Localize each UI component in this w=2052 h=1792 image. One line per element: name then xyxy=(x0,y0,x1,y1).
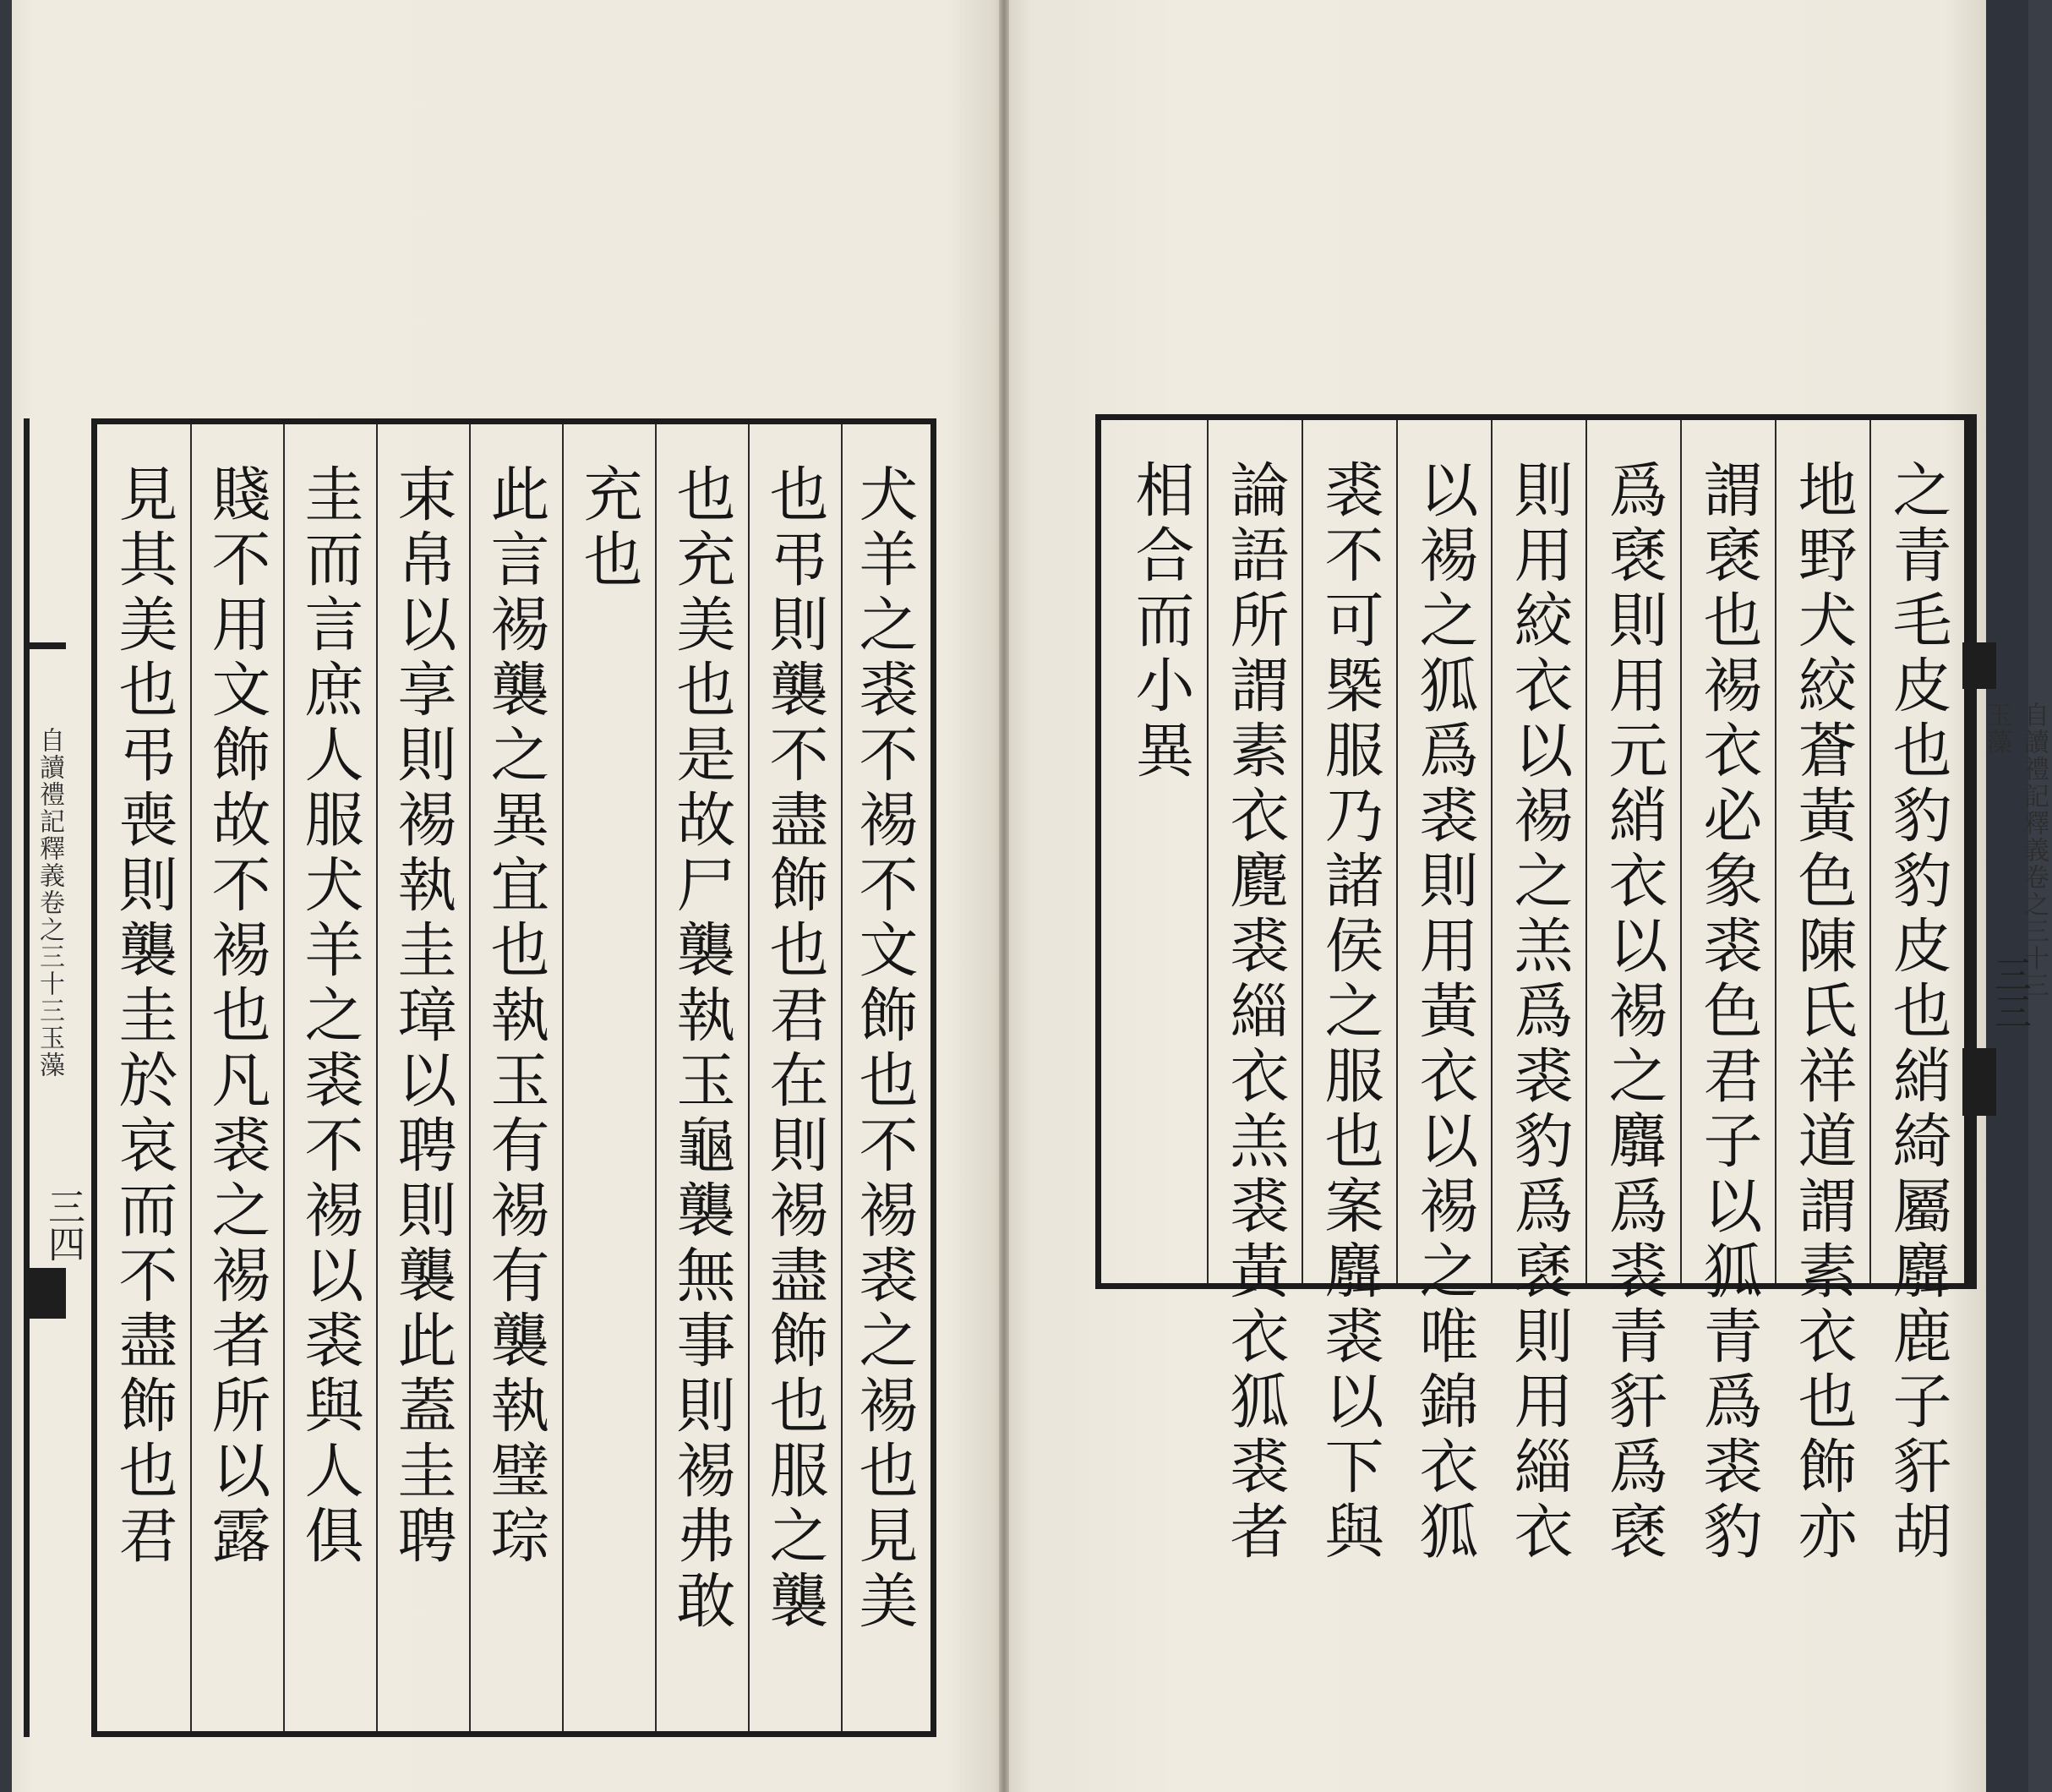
text-column: 束帛以享則裼執圭璋以聘則襲此蓋圭聘 xyxy=(376,424,469,1731)
text-column: 犬羊之裘不裼不文飾也不裼裘之裼也見美 xyxy=(841,424,930,1731)
text-column: 謂褎也裼衣必象裘色君子以狐青爲裘豹 xyxy=(1680,420,1775,1283)
text-column: 見其美也弔喪則襲圭於哀而不盡飾也君 xyxy=(109,463,178,1570)
text-column: 則用絞衣以裼之羔爲裘豹爲褎則用緇衣 xyxy=(1491,420,1585,1283)
right-edge-rule xyxy=(1970,414,1977,1289)
text-column: 此言裼襲之異宜也執玉有裼有襲執璧琮 xyxy=(469,424,562,1731)
text-column: 賤不用文飾故不裼也凡裘之裼者所以露 xyxy=(190,424,283,1731)
left-edge-mark-bottom xyxy=(24,1268,66,1319)
right-text-frame xyxy=(1095,414,1970,1565)
left-edge-title: 自讀禮記釋義卷之三十三玉藻 xyxy=(35,727,64,1079)
text-column: 爲褎則用元綃衣以裼之麛爲裘青豻爲褎 xyxy=(1585,420,1680,1283)
right-edge-mark-top xyxy=(1962,642,1996,689)
left-edge-rule xyxy=(24,418,30,1737)
right-edge-mark-bottom xyxy=(1962,1048,1996,1116)
text-column: 地野犬絞蒼黃色陳氏祥道謂素衣也飾亦 xyxy=(1775,420,1869,1283)
book-gutter xyxy=(999,0,1009,1792)
text-column: 充也 xyxy=(562,424,655,1731)
text-column: 以裼之狐爲裘則用黃衣以裼之唯錦衣狐 xyxy=(1396,420,1491,1283)
text-column: 論語所謂素衣麑裘緇衣羔裘黃衣狐裘者 xyxy=(1207,420,1302,1283)
left-text-frame xyxy=(91,418,936,1737)
left-edge-page-number: 三四 xyxy=(41,1188,85,1262)
left-edge-mark-top xyxy=(24,642,66,649)
text-column: 之青毛皮也豹豹皮也綃綺屬麛鹿子豻胡 xyxy=(1869,420,1964,1283)
text-column: 相合而小異 xyxy=(1126,459,1195,784)
text-column: 也弔則襲不盡飾也君在則裼盡飾也服之襲 xyxy=(748,424,841,1731)
text-column: 圭而言庶人服犬羊之裘不裼以裘與人俱 xyxy=(283,424,376,1731)
right-edge-title: 自讀禮記釋義卷之三十三玉藻 xyxy=(1982,702,2049,999)
text-column: 也充美也是故尸襲執玉龜襲無事則裼弗敢 xyxy=(655,424,748,1731)
text-column: 裘不可槩服乃諸侯之服也案麛裘以下與 xyxy=(1302,420,1396,1283)
left-page-edge xyxy=(0,0,12,1792)
right-edge-page-number: 三三 xyxy=(1988,955,2031,1030)
